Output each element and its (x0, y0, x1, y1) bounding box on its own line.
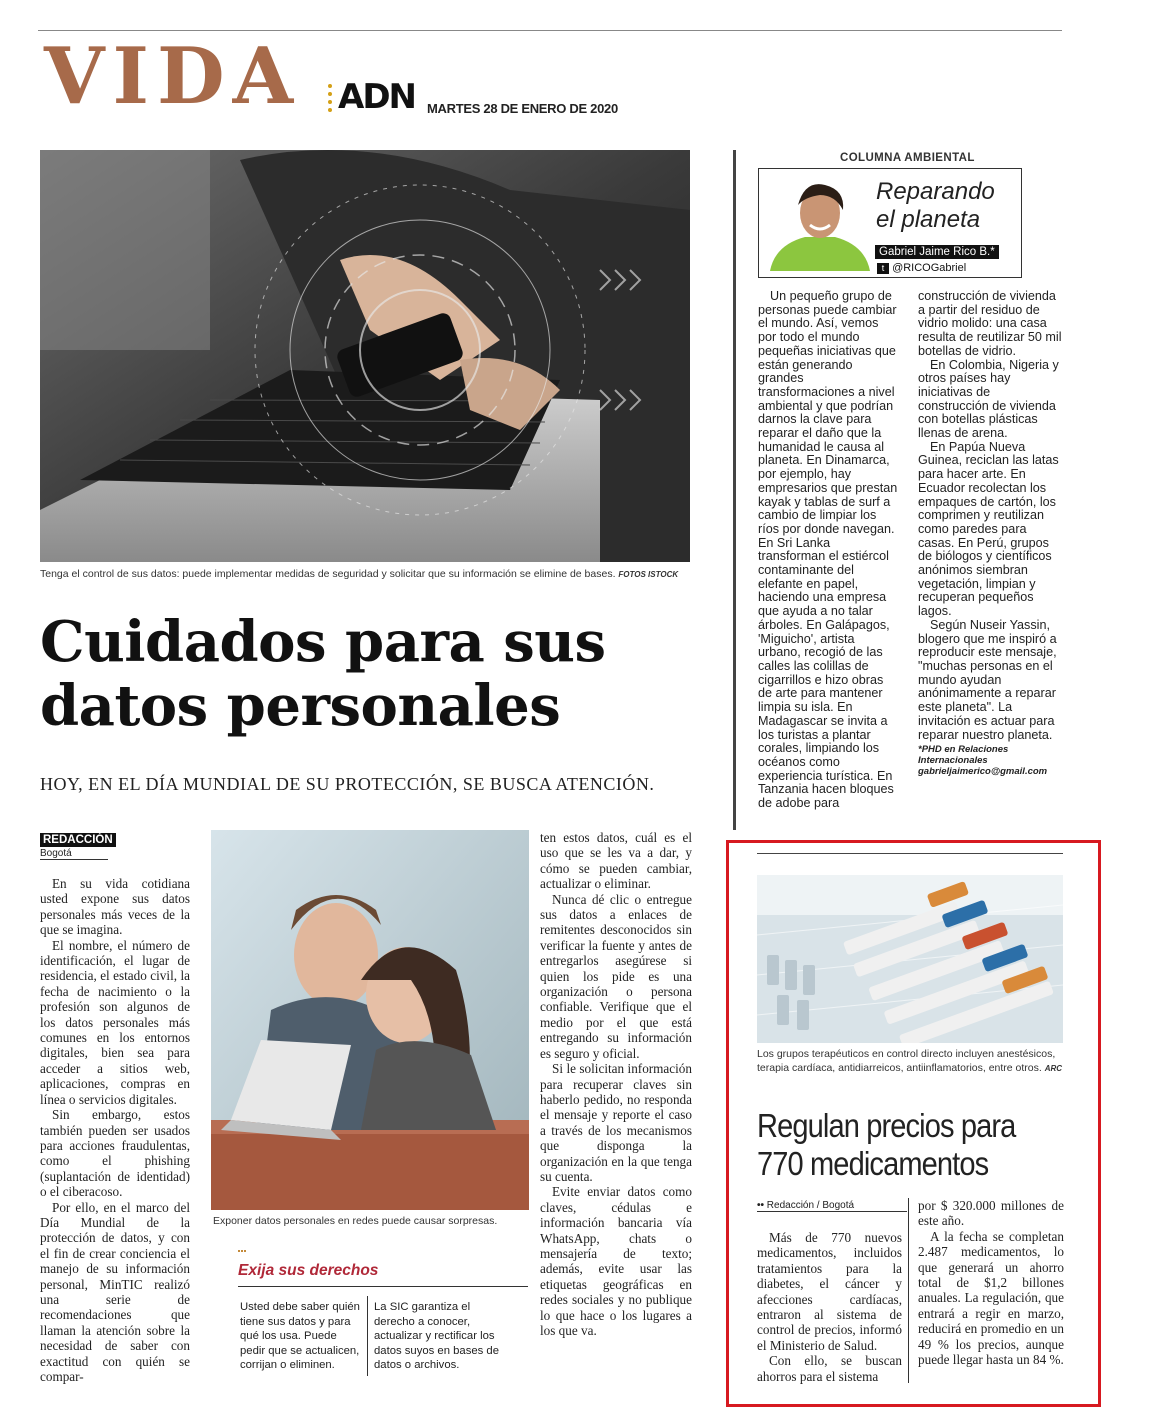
paragraph: Con ello, se buscan ahorros para el sistema (757, 1353, 902, 1384)
paragraph: El nombre, el número de identificación, el lugar de residencia, el estado civil, la fecha de nacimiento o la profesión son algunos de los datos personales más comunes en los entornos digitales, bien sea para acceder a sitios web, aplicaciones, compras en línea o servicios digitales. (40, 937, 190, 1107)
paragraph: Evite enviar datos como claves, cédulas e información bancaria vía WhatsApp, chats o mensajería de texto; además, evite usar las etiquetas geográficas en redes sociales y no publique lo que hace o los lugares a los que va. (540, 1184, 692, 1338)
paragraph: por $ 320.000 millones de este año. (918, 1198, 1064, 1229)
rights-dots (238, 1250, 246, 1260)
med-byline: •• Redacción / Bogotá (757, 1200, 907, 1212)
couple-laptop-illustration (211, 830, 529, 1210)
med-col2 (918, 1198, 1064, 1367)
paragraph: En Papúa Nueva Guinea, reciclan las latas para hacer arte. En Ecuador recolectan los empaques de cartón, los comprimen y reutilizan como paredes para casas. En Perú, grupos de biólogos y científicos anónimos siembran vegetación, limpian y recuperan pequeños lagos. (918, 439, 1059, 619)
paragraph: Nunca dé clic o entregue sus datos a enlaces de remitentes desconocidos sin verificar la fuente y antes de entregarlos asegúrese si quien los pide es una organización o persona confiable. Verifique que el medio por el que está entregando su información es seguro y oficial. (540, 891, 692, 1061)
med-col1 (757, 1230, 902, 1384)
column-title-line-2: el planeta (876, 206, 981, 233)
paragraph: ten estos datos, cuál es el uso que se les va a dar, y cómo se pueden cambiar, actualizar o eliminar. (540, 830, 692, 892)
med-headline (757, 1107, 1091, 1183)
paragraph: En su vida cotidiana usted expone sus datos personales más veces de la que se imagina. (40, 876, 190, 938)
paragraph: A la fecha se completan 2.487 medicamentos, lo que generará un ahorro total de $1,2 billones anuales. La regulación, que entrará a regir en marzo, reducirá en promedio en un 49 % los precios, aunque puede llegar hasta un 84 %. (918, 1228, 1064, 1368)
med-byline-text: Redacción / Bogotá (766, 1200, 855, 1211)
headline-line-2: datos personales (40, 673, 561, 740)
twitter-handle (877, 262, 966, 274)
paragraph: En Colombia, Nigeria y otros países hay iniciativas de construcción de vivienda con botellas plásticas llenas de arena. (918, 357, 1059, 441)
column-title-line-1: Reparando (876, 178, 995, 205)
main-photo-caption (40, 567, 700, 581)
twitter-handle-text: @RICOGabriel (892, 262, 967, 274)
caption-text: Tenga el control de sus datos: puede implementar medidas de seguridad y solicitar que su información se elimine de bases. (40, 568, 616, 580)
rights-rule (238, 1286, 528, 1287)
couple-photo (211, 830, 529, 1210)
byline-tag: REDACCIÓN (40, 833, 116, 847)
column-divider (733, 150, 736, 830)
section-title: VIDA (44, 31, 302, 122)
issue-date: MARTES 28 DE ENERO DE 2020 (427, 101, 618, 116)
paragraph: construcción de vivienda a partir del residuo de vidrio molido: una casa resulta de reutilizar 50 mil botellas de vidrio. (918, 289, 1062, 358)
footnote (918, 744, 1063, 777)
rights-col2: La SIC garantiza el derecho a conocer, actualizar y rectificar los datos suyos en bases de datos o archivos. (374, 1301, 499, 1371)
couple-photo-caption: Exponer datos personales en redes puede causar sorpresas. (213, 1215, 498, 1227)
headline (40, 610, 700, 739)
subheadline: HOY, EN EL DÍA MUNDIAL DE SU PROTECCIÓN, SE BUSCA ATENCIÓN. (40, 774, 655, 794)
footnote-line-2: Internacionales (918, 755, 988, 767)
column-label: COLUMNA AMBIENTAL (840, 152, 975, 164)
paragraph: Si le solicitan información para recuperar claves sin haberlo pedido, no responda el mensaje y reporte el caso a través de los mecanismos que disponga la organización en la que tenga su cuenta. (540, 1061, 692, 1184)
med-headline-line-1: Regulan precios para (757, 1107, 1016, 1144)
column-col1 (758, 290, 898, 811)
photo-credit: ARC (1044, 1064, 1063, 1074)
headline-line-1: Cuidados para sus (40, 609, 606, 675)
rights-divider (367, 1296, 368, 1376)
logo-dots (328, 84, 336, 112)
column-title (876, 178, 995, 234)
logo: ADN (338, 77, 415, 117)
paragraph: Según Nuseir Yassin, blogero que me inspiró a reproducir este mensaje, "muchas personas en el mundo ayudan anónimamente a reparar este planeta". La invitación es actuar para reparar nuestro planeta. (918, 617, 1057, 742)
medicine-photo-caption (757, 1047, 1067, 1075)
rights-col1: Usted debe saber quién tiene sus datos y para qué los usa. Puede pedir que se actualicen, corrijan o eliminen. (240, 1301, 360, 1371)
column-col2 (918, 290, 1063, 777)
byline (40, 830, 116, 848)
main-article-col3 (540, 830, 692, 1338)
medicine-photo (757, 875, 1063, 1043)
paragraph: Un pequeño grupo de personas puede cambiar el mundo. Así, vemos por todo el mundo pequeñas iniciativas que están generando grandes transformaciones a nivel ambiental y que podrían darnos la clave para reparar el daño que la humanidad le causa al planeta. En Dinamarca, por ejemplo, hay empresarios que prestan kayak y tablas de surf a cambio de limpiar los ríos por donde navegan. En Sri Lanka transforman el estiércol contaminante del elefante en papel, haciendo una empresa que ayuda a no talar árboles. En Galápagos, 'Miguicho', artista urbano, recogió de las calles las colillas de cigarrillos e hizo obras de arte para mantener limpia su isla. En Madagascar se invita a los turistas a plantar corales, limpiando los océanos como experiencia turística. En Tanzania hacen bloques de adobe para (758, 289, 898, 811)
med-headline-line-2: 770 medicamentos (757, 1145, 989, 1182)
paragraph: Más de 770 nuevos medicamentos, incluidos tratamientos para la diabetes, el cáncer y afecciones cardíacas, entraron al sistema de control de precios, informó el Ministerio de Salud. (757, 1230, 902, 1353)
twitter-icon: t (877, 263, 889, 274)
laptop-hands-illustration (40, 150, 690, 562)
med-col-divider (908, 1198, 909, 1383)
paragraph: Por ello, en el marco del Día Mundial de la protección de datos, y con el fin de crear conciencia el manejo de su información personal, MinTIC realizó una serie de recomendaciones que llaman la atención sobre la necesidad de saber con exactitud con quién se compar- (40, 1199, 190, 1384)
main-photo (40, 150, 690, 562)
author-email: gabrieljaimerico@gmail.com (918, 766, 1048, 778)
column-author: Gabriel Jaime Rico B.* (875, 245, 999, 259)
author-portrait (765, 175, 875, 271)
med-top-rule (757, 853, 1063, 854)
byline-city: Bogotá (40, 848, 108, 860)
rights-title: Exija sus derechos (238, 1262, 379, 1279)
photo-credit: FOTOS ISTOCK (618, 570, 679, 579)
paragraph: Sin embargo, estos también pueden ser usados para acciones fraudulentas, como el phishing (suplantación de identidad) o el ciberacoso. (40, 1107, 190, 1200)
main-article-col1 (40, 876, 190, 1384)
footnote-line-1: *PHD en Relaciones (918, 744, 1009, 756)
author-photo (765, 175, 875, 271)
syringes-illustration (757, 875, 1063, 1043)
caption-text: Los grupos terapéuticos en control directo incluyen anestésicos, terapia cardíaca, antidiarreicos, antiinflamatorios, entre otros. (757, 1048, 1056, 1075)
